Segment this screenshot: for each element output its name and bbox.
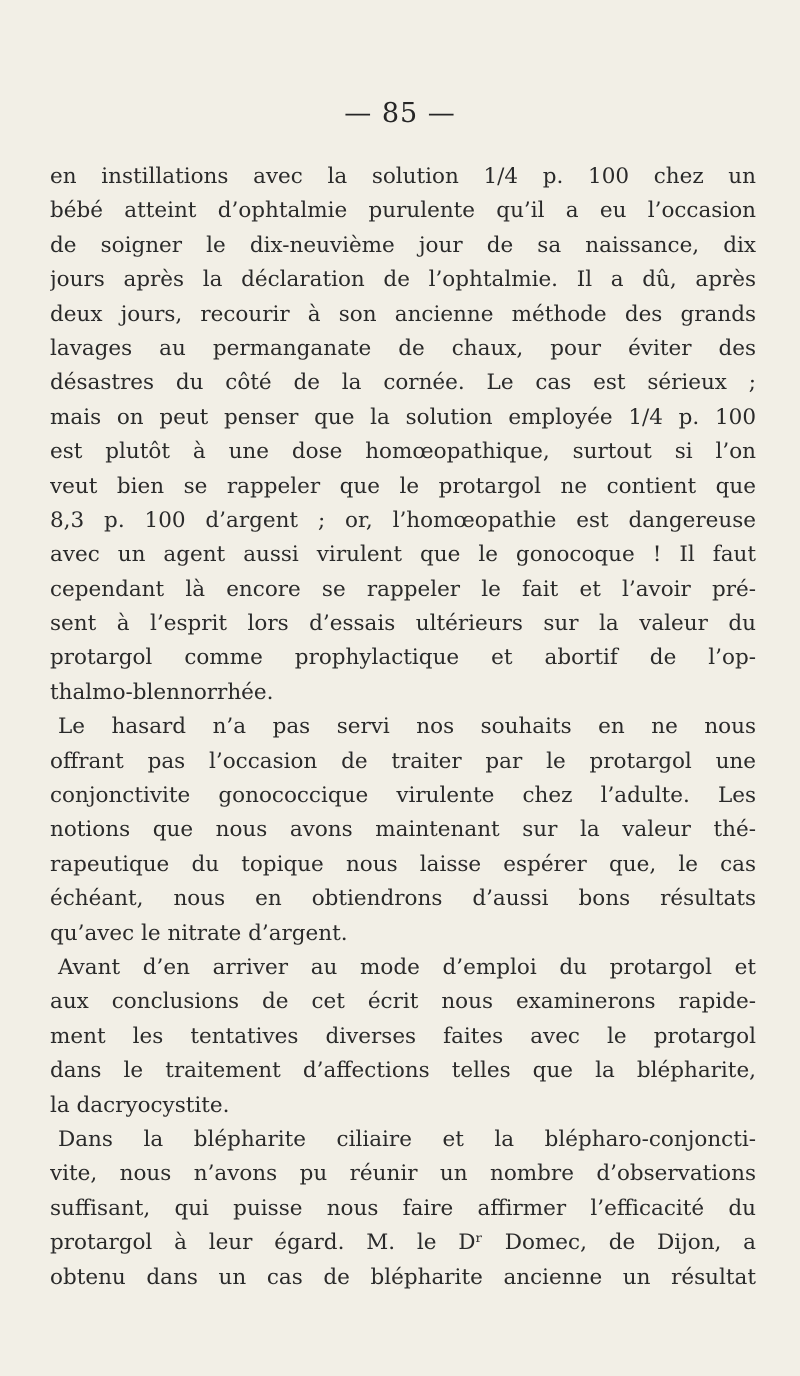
paragraph-start-line: Avant d’en arriver au mode d’emploi du protargol et [58,954,756,980]
text-line: lavages au permanganate de chaux, pour éviter des [50,335,756,361]
text-line: de soigner le dix-neuvième jour de sa naissance, dix [50,232,756,258]
paragraph-start-line: Dans la blépharite ciliaire et la blépharo-conjoncti- [58,1126,756,1152]
text-line: obtenu dans un cas de blépharite ancienne un résultat [50,1264,756,1290]
text-line: bébé atteint d’ophtalmie purulente qu’il a eu l’occasion [50,198,756,224]
text-line: qu’avec le nitrate d’argent. [50,920,348,946]
text-line: suffisant, qui puisse nous faire affirmer l’efficacité du [50,1195,756,1221]
text-line: rapeutique du topique nous laisse espérer que, le cas [50,851,756,877]
text-line: conjonctivite gonococcique virulente chez l’adulte. Les [50,783,756,809]
text-line: aux conclusions de cet écrit nous examinerons rapide- [50,989,756,1015]
text-line: jours après la déclaration de l’ophtalmie. Il a dû, après [50,267,756,293]
text-line: est plutôt à une dose homœopathique, surtout si l’on [50,439,756,465]
text-line: désastres du côté de la cornée. Le cas est sérieux ; [50,370,756,396]
text-line: thalmo-blennorrhée. [50,679,274,705]
text-line: protargol comme prophylactique et abortif de l’op- [50,645,756,671]
text-line: veut bien se rappeler que le protargol ne contient que [50,473,756,499]
text-line: notions que nous avons maintenant sur la valeur thé- [50,817,756,843]
text-line: mais on peut penser que la solution employée 1/4 p. 100 [50,404,756,430]
text-line: deux jours, recourir à son ancienne méthode des grands [50,301,756,327]
text-line: 8,3 p. 100 d’argent ; or, l’homœopathie est dangereuse [50,507,756,533]
text-line: dans le traitement d’affections telles que la blépharite, [50,1058,756,1084]
text-line: en instillations avec la solution 1/4 p. 100 chez un [50,164,756,189]
text-line: ment les tentatives diverses faites avec le protargol [50,1023,756,1049]
text-line: la dacryocystite. [50,1092,230,1118]
text-line: offrant pas l’occasion de traiter par le protargol une [50,748,756,774]
text-line: avec un agent aussi virulent que le gonocoque ! Il faut [50,542,756,568]
text-line: cependant là encore se rappeler le fait et l’avoir pré- [50,576,756,602]
paragraph-start-line: Le hasard n’a pas servi nos souhaits en ne nous [58,714,756,740]
page-number: — 85 — [344,98,456,129]
text-line: vite, nous n’avons pu réunir un nombre d’observations [50,1161,756,1187]
text-line: sent à l’esprit lors d’essais ultérieurs sur la valeur du [50,611,756,637]
text-line: échéant, nous en obtiendrons d’aussi bons résultats [50,886,756,912]
text-line: protargol à leur égard. M. le Dʳ Domec, de Dijon, a [50,1230,756,1256]
page-body-text [50,160,756,1295]
